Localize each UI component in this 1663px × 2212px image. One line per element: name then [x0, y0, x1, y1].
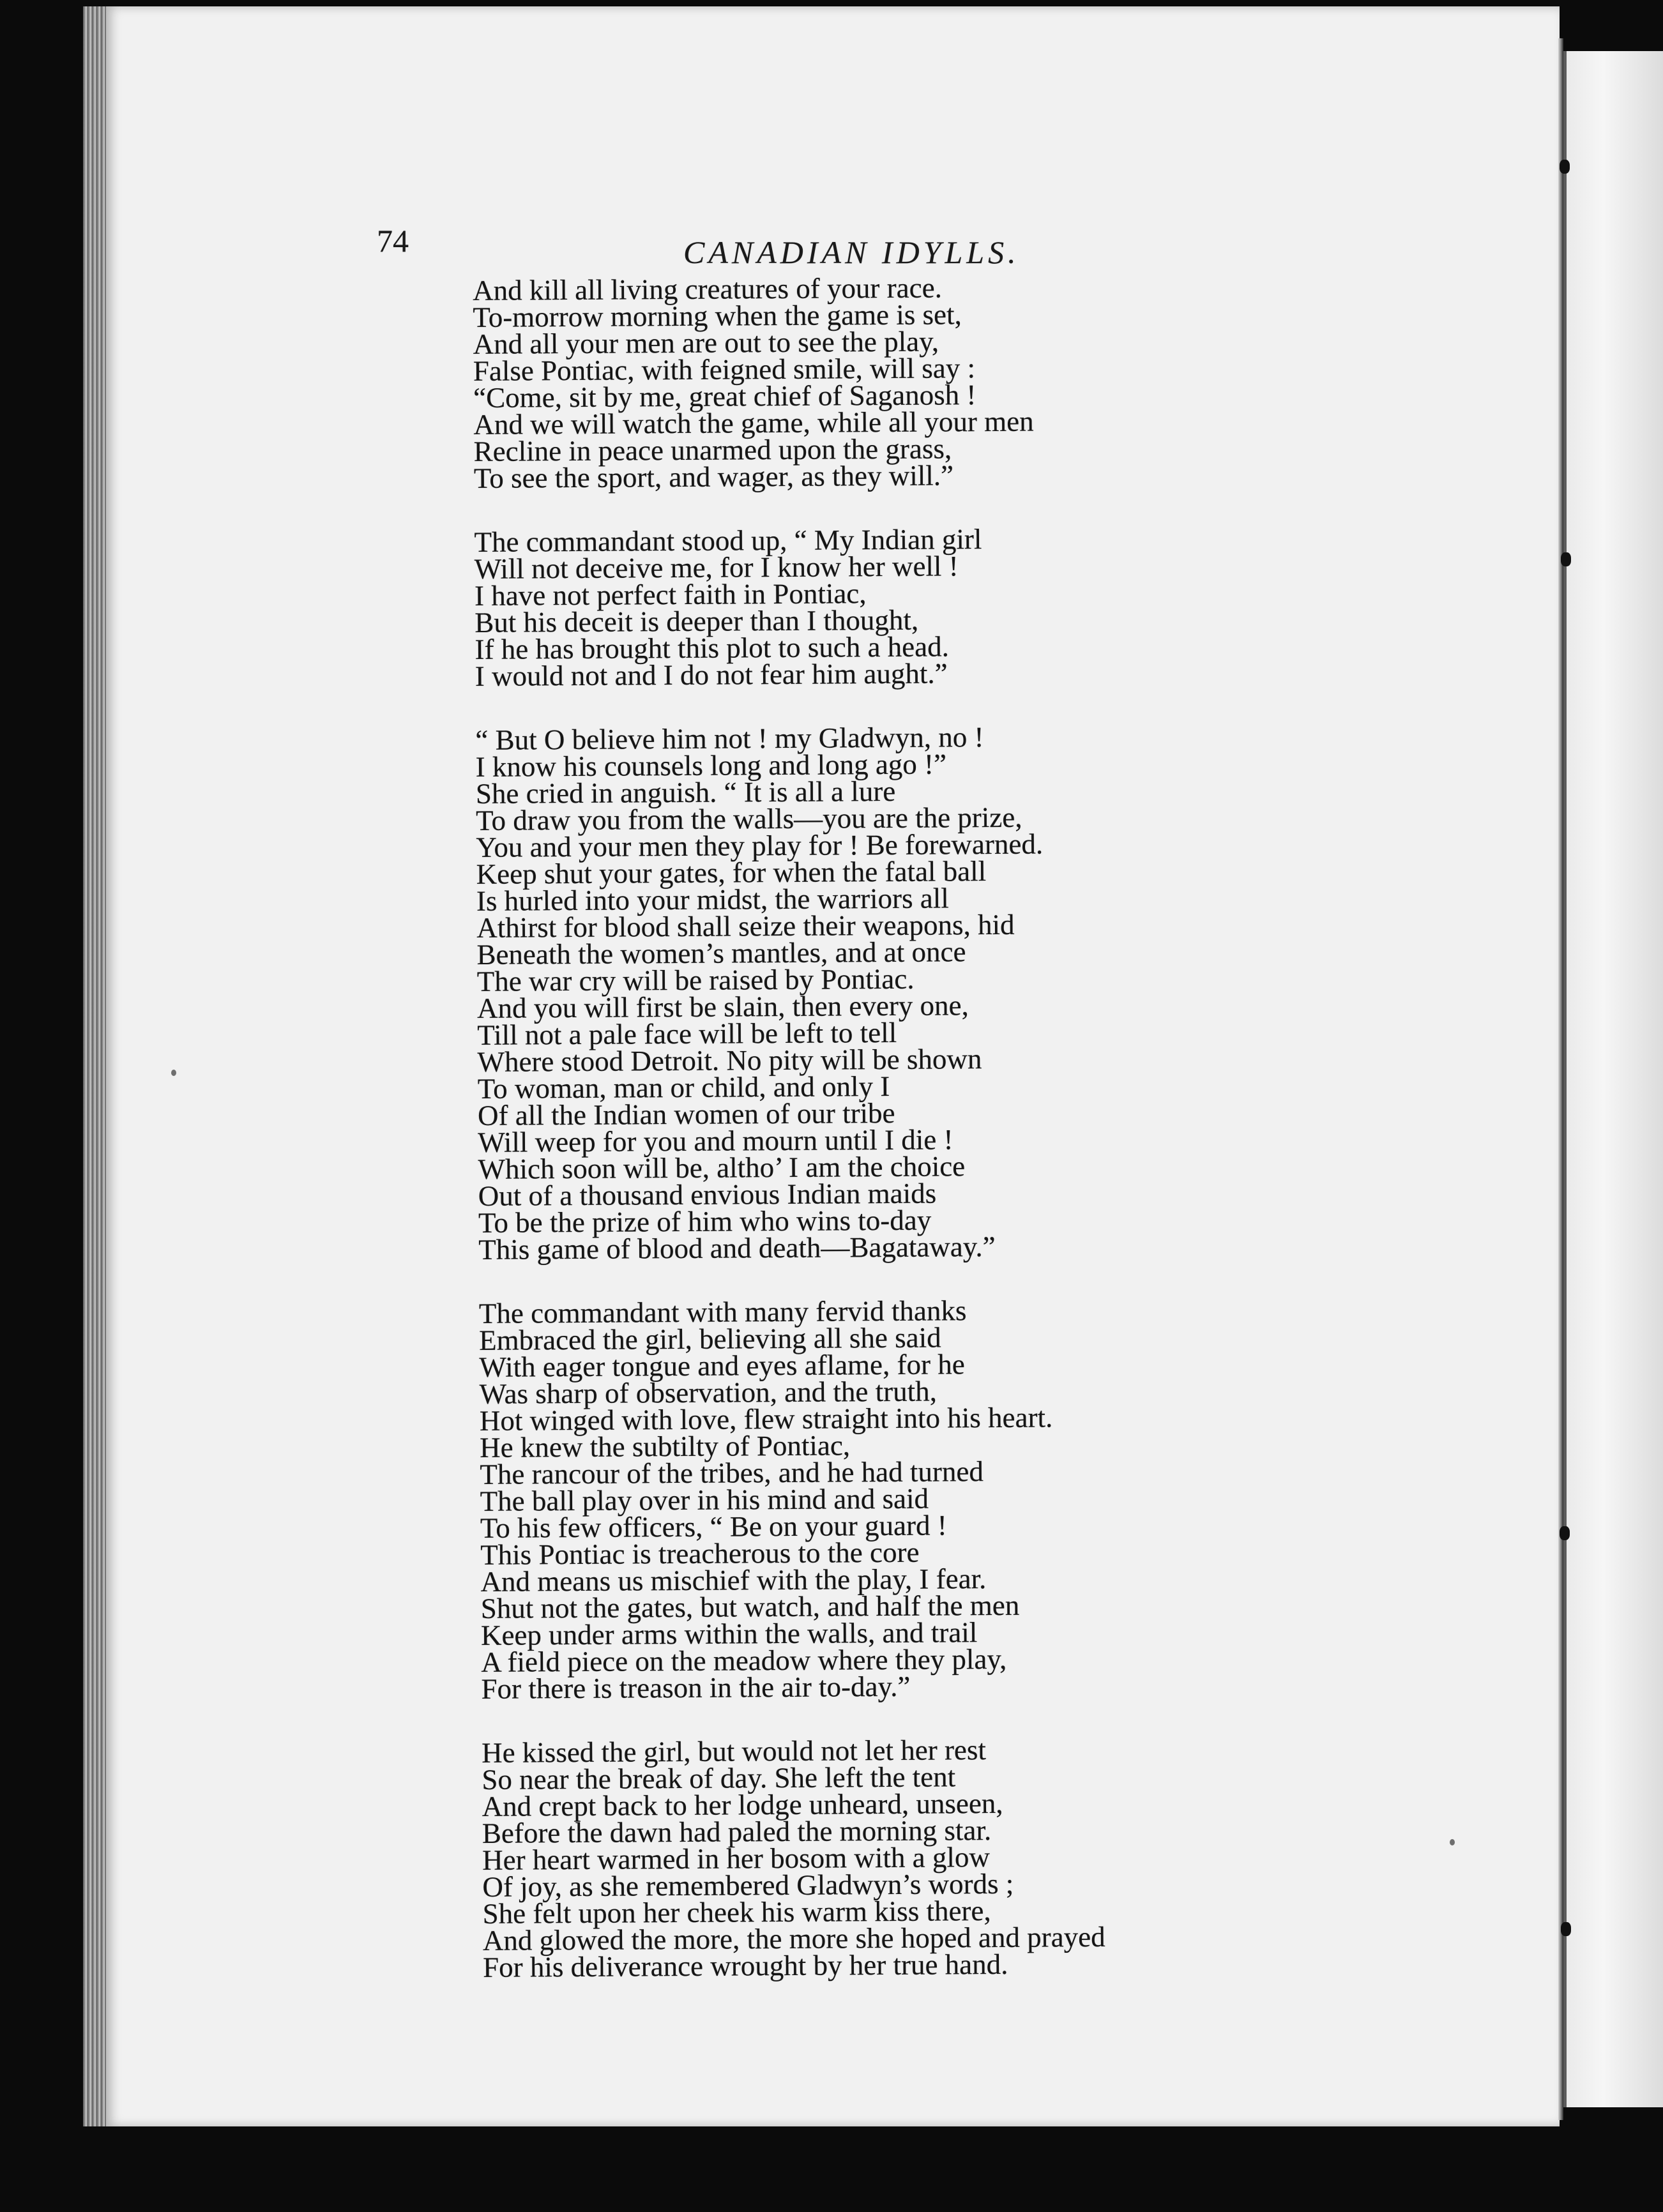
binding-thread-mark: [1561, 552, 1571, 566]
poem-line: “ But O believe him not ! my Gladwyn, no !: [475, 721, 984, 756]
poem-line: Beneath the women’s mantles, and at once: [476, 936, 966, 971]
poem-line: I know his counsels long and long ago !”: [475, 748, 947, 783]
poem-line: She cried in anguish. “ It is all a lure: [475, 775, 896, 810]
poem-line: For his deliverance wrought by her true hand.: [483, 1948, 1008, 1983]
poem-line: Shut not the gates, but watch, and half the men: [480, 1589, 1020, 1625]
poem-line: And glowed the more, the more she hoped and prayed: [482, 1920, 1105, 1957]
poem-line: A field piece on the meadow where they play,: [481, 1642, 1007, 1678]
poem-line: Was sharp of observation, and the truth,: [479, 1375, 938, 1410]
poem-line: Of joy, as she remembered Gladwyn’s words ;: [482, 1867, 1014, 1903]
book-gutter: [1558, 38, 1563, 2120]
running-head: CANADIAN IDYLLS.: [683, 234, 1020, 270]
poem-line: False Pontiac, with feigned smile, will say :: [473, 352, 976, 387]
poem-line: If he has brought this plot to such a head.: [475, 630, 950, 665]
scan-speck: [171, 1070, 176, 1076]
poem-line: To be the prize of him who wins to-day: [478, 1204, 932, 1239]
poem-line: And we will watch the game, while all your men: [473, 405, 1034, 441]
poem-line: Where stood Detroit. No pity will be shown: [477, 1043, 982, 1078]
page-stack-edge: [83, 6, 106, 2126]
poem-line: And you will first be slain, then every one,: [476, 989, 969, 1024]
poem-line: She felt upon her cheek his warm kiss there,: [482, 1895, 991, 1930]
stanza: [475, 721, 1257, 1266]
poem-line: Hot winged with love, flew straight into his heart.: [479, 1401, 1053, 1437]
poem-line: So near the break of day. She left the tent: [482, 1761, 956, 1796]
poem-line: And all your men are out to see the play,: [473, 325, 939, 360]
poem-line: Before the dawn had paled the morning star.: [482, 1814, 992, 1849]
stanza: [478, 1294, 1261, 1705]
binding-seam: [1563, 51, 1567, 2107]
poem-line: The war cry will be raised by Pontiac.: [476, 962, 915, 997]
poem-line: And crept back to her lodge unheard, unseen,: [482, 1787, 1003, 1822]
poem-line: Will not deceive me, for I know her well !: [474, 550, 959, 585]
poem-line: The commandant stood up, “ My Indian girl: [474, 523, 982, 558]
stanza: [474, 524, 1254, 690]
poem-line: Athirst for blood shall seize their weapons, hid: [476, 908, 1015, 944]
stanza: [473, 273, 1253, 492]
poem-line: I would not and I do not fear him aught.”: [475, 657, 948, 692]
poem-line: Will weep for you and mourn until I die !: [478, 1123, 953, 1158]
poem-line: And kill all living creatures of your race.: [472, 271, 943, 307]
poem-line: Embraced the girl, believing all she said: [479, 1321, 941, 1356]
poem-line: Till not a pale face will be left to tell: [477, 1016, 897, 1051]
poem-line: To woman, man or child, and only I: [477, 1070, 890, 1105]
poem-line: With eager tongue and eyes aflame, for he: [479, 1348, 965, 1383]
binding-thread-mark: [1561, 1922, 1571, 1936]
binding-thread-mark: [1560, 1526, 1570, 1540]
poem-line: To see the sport, and wager, as they will.”: [473, 459, 954, 494]
poem-line: You and your men they play for ! Be forewarned.: [476, 828, 1044, 863]
poem-line: For there is treason in the air to-day.”: [481, 1670, 911, 1705]
stanza: [482, 1735, 1262, 1981]
poem-text: [473, 273, 1263, 2018]
poem-line: Her heart warmed in her bosom with a glow: [482, 1841, 991, 1876]
poem-line: This Pontiac is treacherous to the core: [480, 1536, 920, 1571]
poem-line: But his deceit is deeper than I thought,: [475, 603, 919, 639]
poem-line: The rancour of the tribes, and he had turned: [480, 1455, 984, 1490]
poem-line: Is hurled into your midst, the warriors all: [476, 882, 949, 917]
poem-line: Keep under arms within the walls, and trail: [480, 1616, 978, 1651]
poem-line: Which soon will be, altho’ I am the choice: [478, 1150, 966, 1185]
poem-line: Out of a thousand envious Indian maids: [478, 1177, 937, 1212]
poem-line: To draw you from the walls—you are the prize,: [476, 801, 1022, 837]
poem-line: The ball play over in his mind and said: [480, 1482, 929, 1517]
poem-line: Of all the Indian women of our tribe: [477, 1096, 895, 1132]
page-number: 74: [377, 223, 409, 259]
poem-line: And means us mischief with the play, I fear.: [480, 1563, 987, 1598]
poem-line: He kissed the girl, but would not let her rest: [481, 1734, 987, 1769]
facing-page-edge: [1563, 51, 1663, 2107]
poem-line: To-morrow morning when the game is set,: [473, 298, 962, 333]
poem-line: He knew the subtilty of Pontiac,: [480, 1429, 851, 1464]
poem-line: Keep shut your gates, for when the fatal ball: [476, 855, 987, 890]
poem-line: To his few officers, “ Be on your guard !: [480, 1509, 947, 1544]
poem-line: “Come, sit by me, great chief of Saganosh !: [473, 379, 976, 414]
poem-line: Recline in peace unarmed upon the grass,: [473, 432, 952, 467]
poem-line: The commandant with many fervid thanks: [478, 1294, 967, 1329]
binding-thread-mark: [1560, 160, 1570, 174]
scan-speck: [1450, 1839, 1455, 1845]
poem-line: This game of blood and death—Bagataway.”: [478, 1231, 996, 1266]
poem-line: I have not perfect faith in Pontiac,: [474, 577, 867, 612]
